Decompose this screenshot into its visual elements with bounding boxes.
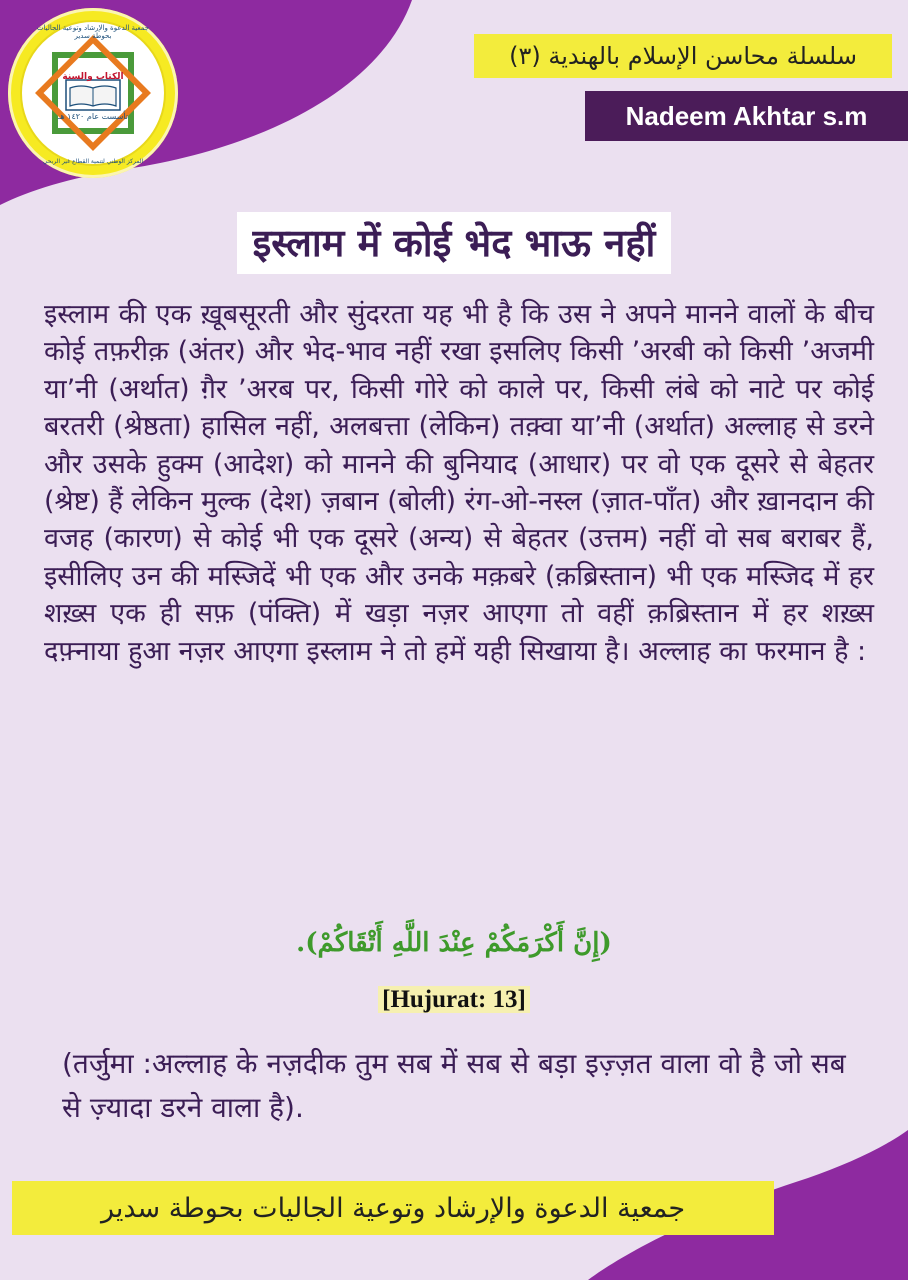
title-container — [0, 212, 908, 274]
logo-top-text: الكتاب والسنة — [62, 72, 124, 82]
footer-organization-banner: جمعية الدعوة والإرشاد وتوعية الجاليات بحوطة سدير — [12, 1181, 774, 1235]
logo-foot-text: المركز الوطني لتنمية القطاع غير الربحي — [42, 158, 144, 165]
series-title-banner: سلسلة محاسن الإسلام بالهندية (٣) — [474, 34, 892, 78]
logo-founded-text: تأسست عام ١٤٢٠ هـ — [58, 112, 128, 121]
author-banner: Nadeem Akhtar s.m — [585, 91, 908, 141]
article-body: इस्लाम की एक ख़ूबसूरती और सुंदरता यह भी है कि उस ने अपने मानने वालों के बीच कोई तफ़रीक़ (अंतर) और भेद-भाव नहीं रखा इसलिए किसी ’अरबी को किसी ’अजमी या’नी (अर्थात) ग़ैर ’अरब पर, किसी गोरे को काले पर, किसी लंबे को नाटे पर कोई बरतरी (श्रेष्ठता) हासिल नहीं, अलबत्ता (लेकिन) तक़्वा या’नी (अर्थात) अल्लाह से डरने और उसके हुक्म (आदेश) को मानने की बुनियाद (आधार) पर वो एक दूसरे से बेहतर (श्रेष्ट) हैं लेकिन मुल्क (देश) ज़बान (बोली) रंग-ओ-नस्ल (ज़ात-पाँत) और ख़ानदान की वजह (कारण) से कोई भी एक दूसरे (अन्य) से बेहतर (उत्तम) नहीं वो सब बराबर हैं, इसीलिए उन की मस्जिदें भी एक और उनके मक़बरे (क़ब्रिस्तान) भी एक मस्जिद में हर शख़्स एक ही सफ़ (पंक्ति) में खड़ा नज़र आएगा तो वहीं क़ब्रिस्तान में हर शख़्स दफ़्नाया हुआ नज़र आएगा इस्लाम ने तो हमें यही सिखाया है। अल्लाह का फरमान है : — [44, 299, 874, 667]
verse-reference-container — [0, 986, 908, 1014]
organization-logo — [8, 8, 178, 178]
quran-verse: (إِنَّ أَكْرَمَكُمْ عِنْدَ اللَّهِ أَتْقَاكُمْ). — [296, 928, 612, 958]
logo-ring-text: جمعية الدعوة والإرشاد وتوعية الجاليات بحوطة سدير — [36, 24, 150, 40]
article-title: इस्लाम में कोई भेद भाऊ नहीं — [237, 212, 672, 274]
verse-reference: [Hujurat: 13] — [378, 986, 530, 1013]
verse-translation: (तर्जुमा :अल्लाह के नज़दीक तुम सब में सब से बड़ा इज़्ज़त वाला वो है जो सब से ज़्यादा डरने वाला है). — [62, 1047, 846, 1124]
